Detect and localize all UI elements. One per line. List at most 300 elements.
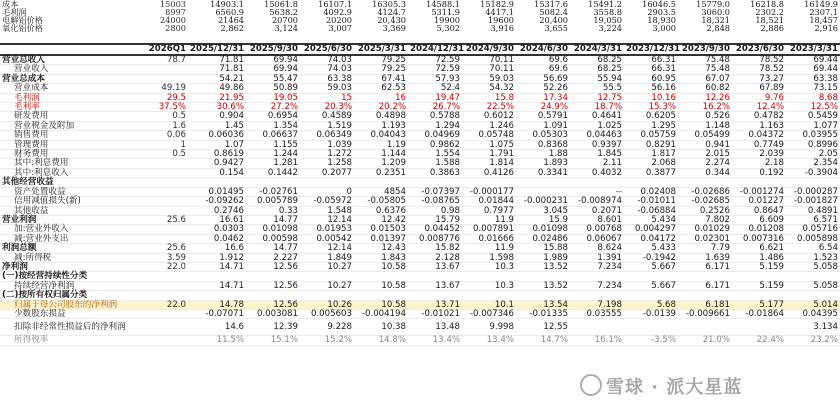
table-cell: 0.04372 <box>732 131 786 140</box>
table-cell <box>786 291 840 300</box>
header-2023-06-30: 2023/6/30 <box>732 44 786 55</box>
table-cell: 1.486 <box>732 253 786 262</box>
table-cell: 0.5791 <box>516 112 570 121</box>
table-cell: -0.007346 <box>462 309 516 318</box>
table-cell: 54.32 <box>462 84 516 93</box>
table-row <box>0 309 840 318</box>
table-cell: 0.005789 <box>246 197 300 206</box>
table-cell: -0.001827 <box>786 197 840 206</box>
table-cell: 0.4782 <box>732 112 786 121</box>
table-cell: 0.004297 <box>624 225 678 234</box>
table-cell: 3,007 <box>328 23 352 34</box>
table-cell <box>624 291 678 300</box>
table-cell: 6.171 <box>678 262 732 271</box>
table-cell: 1.295 <box>624 121 678 130</box>
table-cell: 4092.9 <box>323 7 352 18</box>
table-cell: 14.78 <box>188 300 246 309</box>
table-cell: 54.21 <box>188 74 246 83</box>
header-2023-03-31: 2023/3/31 <box>786 44 840 55</box>
table-cell: 0.1442 <box>246 168 300 177</box>
table-cell: 1.148 <box>678 121 732 130</box>
table-cell <box>300 291 354 300</box>
row-label: 减:营业外支出 <box>0 234 140 243</box>
table-cell: 0.4589 <box>300 112 354 121</box>
table-cell: 52.4 <box>408 84 462 93</box>
table-cell: 14588.1 <box>426 0 460 9</box>
table-cell: -0.02685 <box>678 197 732 206</box>
table-cell: 14.8% <box>354 336 408 345</box>
table-cell <box>570 319 624 336</box>
table-cell <box>140 281 188 290</box>
table-cell: 0.4891 <box>786 206 840 215</box>
table-cell: 0 <box>300 187 354 196</box>
table-cell: 1.554 <box>408 150 462 159</box>
table-cell <box>354 272 408 281</box>
table-cell: 5.159 <box>732 281 786 290</box>
row-label: 所得税率 <box>0 336 140 345</box>
table-cell: 12.56 <box>246 300 300 309</box>
table-cell: 12.75 <box>570 93 624 102</box>
table-cell: 2800 <box>165 23 186 34</box>
table-cell: -0.09262 <box>188 197 246 206</box>
table-cell: 1.391 <box>570 253 624 262</box>
table-cell: 0.9397 <box>570 140 624 149</box>
table-cell: 5.058 <box>786 262 840 271</box>
table-cell: -0.01011 <box>624 197 678 206</box>
table-cell: 10.3 <box>462 281 516 290</box>
table-cell: 1.144 <box>354 150 408 159</box>
table-cell: 15003 <box>159 0 186 9</box>
table-cell: -0.004194 <box>354 309 408 318</box>
table-cell: 5082.4 <box>539 7 568 18</box>
table-cell <box>570 178 624 187</box>
table-cell <box>300 178 354 187</box>
table-cell: 8997 <box>165 7 186 18</box>
table-cell: 1.523 <box>786 253 840 262</box>
table-cell: 0.526 <box>678 112 732 121</box>
table-cell <box>246 272 300 281</box>
table-cell: 13.4% <box>408 336 462 345</box>
table-cell <box>732 272 786 281</box>
row-label: 毛利润 <box>0 93 140 102</box>
table-cell: 72.59 <box>408 65 462 74</box>
row-label: 营业税金及附加 <box>0 121 140 130</box>
table-cell: 55.5 <box>570 84 624 93</box>
table-cell: 0.007891 <box>462 225 516 234</box>
table-cell: 13.71 <box>408 300 462 309</box>
table-cell: 19.47 <box>408 93 462 102</box>
table-cell: -0.0139 <box>624 309 678 318</box>
table-row <box>0 336 840 345</box>
table-cell <box>624 178 678 187</box>
table-cell: 10.26 <box>300 300 354 309</box>
table-cell: 2.11 <box>570 159 624 168</box>
table-cell <box>140 168 188 177</box>
table-cell <box>786 272 840 281</box>
table-cell: 56.16 <box>624 84 678 93</box>
table-cell <box>300 272 354 281</box>
table-row <box>0 291 840 300</box>
table-cell: 0.33 <box>246 206 300 215</box>
table-cell: 71.81 <box>188 65 246 74</box>
table-cell: 3,224 <box>598 23 622 34</box>
table-cell: 18,321 <box>701 15 730 26</box>
table-cell <box>462 291 516 300</box>
table-cell: 6.621 <box>732 244 786 253</box>
table-cell: 3,655 <box>544 23 568 34</box>
table-cell: 22.0 <box>140 300 188 309</box>
row-label: 管理费用 <box>0 140 140 149</box>
table-cell: 13.67 <box>408 262 462 271</box>
table-cell <box>732 291 786 300</box>
table-cell: 10.27 <box>300 262 354 271</box>
table-cell: 2302.2 <box>755 7 784 18</box>
table-cell <box>408 291 462 300</box>
table-cell: -0.000177 <box>462 187 516 196</box>
table-cell: 0.904 <box>188 112 246 121</box>
table-cell: 0.04969 <box>408 131 462 140</box>
table-cell: 27.2% <box>246 103 300 112</box>
table-cell: 60.82 <box>678 84 732 93</box>
table-cell: 0.01953 <box>300 225 354 234</box>
table-cell: 25.6 <box>140 244 188 253</box>
table-cell: 5.159 <box>732 262 786 271</box>
table-cell: 22.4% <box>732 336 786 345</box>
table-cell: 0.05716 <box>786 225 840 234</box>
table-cell: 0.01844 <box>462 197 516 206</box>
row-label: 加:营业外收入 <box>0 225 140 234</box>
table-cell: 1.258 <box>300 159 354 168</box>
table-cell: 0.05303 <box>516 131 570 140</box>
table-cell: 2.354 <box>786 159 840 168</box>
table-cell: 0.05759 <box>624 131 678 140</box>
table-cell <box>140 309 188 318</box>
table-cell: 24.9% <box>516 103 570 112</box>
table-cell: 0.03955 <box>786 131 840 140</box>
table-cell: 0.01208 <box>732 225 786 234</box>
table-cell: 0.01666 <box>462 234 516 243</box>
table-cell: 12.4% <box>732 103 786 112</box>
row-label: 净利润 <box>0 262 140 271</box>
table-cell: 0.00598 <box>246 234 300 243</box>
table-cell: 5.667 <box>624 281 678 290</box>
table-cell: 71.81 <box>188 55 246 65</box>
table-cell: 73.15 <box>786 84 840 93</box>
table-cell: 2,916 <box>814 23 838 34</box>
table-cell: 78.7 <box>140 55 188 65</box>
table-cell: 0.4032 <box>570 168 624 177</box>
table-cell: 0.00768 <box>570 225 624 234</box>
table-cell <box>516 178 570 187</box>
table-cell: 0.8368 <box>516 140 570 149</box>
header-2024-12-31: 2024/12/31 <box>410 44 465 54</box>
table-cell: 10.58 <box>354 262 408 271</box>
table-cell: 0.04043 <box>354 131 408 140</box>
table-cell: 0.0303 <box>188 225 246 234</box>
table-row <box>0 65 840 74</box>
table-cell: 2.18 <box>732 159 786 168</box>
row-label: 营业成本 <box>0 84 140 93</box>
table-cell: 6.54 <box>786 244 840 253</box>
table-cell: -0.07071 <box>188 309 246 318</box>
table-cell <box>678 178 732 187</box>
table-cell: 0.3877 <box>624 168 678 177</box>
header-2023-12-31: 2023/12/31 <box>626 44 681 54</box>
table-cell: 14.6 <box>188 319 246 336</box>
table-cell: 20,400 <box>539 15 568 26</box>
table-cell: 67.41 <box>354 74 408 83</box>
table-cell: 16305.3 <box>372 0 406 9</box>
table-cell: 14.7% <box>516 336 570 345</box>
table-cell: 0.005603 <box>300 309 354 318</box>
table-cell: 11.9 <box>462 244 516 253</box>
table-cell <box>140 319 188 336</box>
table-cell <box>678 291 732 300</box>
table-cell: 60.95 <box>624 74 678 83</box>
table-cell: 0.02486 <box>516 234 570 243</box>
table-cell: 50.89 <box>246 84 300 93</box>
table-cell: 5.667 <box>624 262 678 271</box>
snowball-logo-icon <box>580 374 602 396</box>
table-cell: 1.294 <box>408 121 462 130</box>
table-cell: 14.77 <box>246 215 300 224</box>
table-cell: 10.58 <box>354 300 408 309</box>
row-label: 其他收益 <box>0 206 140 215</box>
table-cell: 13.4% <box>462 336 516 345</box>
table-cell: 16.1% <box>570 336 624 345</box>
table-cell: 0.8996 <box>786 140 840 149</box>
table-row <box>0 281 840 290</box>
row-label: 营业总成本 <box>0 74 140 83</box>
table-cell <box>188 272 246 281</box>
table-cell: 1.077 <box>786 121 840 130</box>
table-cell: 1.791 <box>462 150 516 159</box>
table-cell: 0.01029 <box>678 225 732 234</box>
table-cell: 19900 <box>433 15 460 26</box>
table-cell: 0.7749 <box>732 140 786 149</box>
table-cell: -0.05805 <box>354 197 408 206</box>
table-cell: 0.941 <box>678 140 732 149</box>
table-row <box>0 178 840 187</box>
table-cell: 5638.2 <box>269 7 298 18</box>
table-cell: 13.52 <box>516 281 570 290</box>
table-cell: 78.52 <box>732 55 786 65</box>
table-cell: 6.609 <box>732 215 786 224</box>
table-cell: 1.354 <box>246 121 300 130</box>
table-row <box>0 272 840 281</box>
table-cell: 19600 <box>487 15 514 26</box>
table-cell: 1.6 <box>140 121 188 130</box>
table-cell: 15779.0 <box>696 0 730 9</box>
header-2023-09-30: 2023/9/30 <box>678 44 732 55</box>
table-cell: 79.25 <box>354 55 408 65</box>
table-cell: 21.0% <box>678 336 732 345</box>
table-cell: 0.5788 <box>408 112 462 121</box>
table-cell: 1.639 <box>678 253 732 262</box>
table-cell: 0.00542 <box>300 234 354 243</box>
table-cell: 74.03 <box>300 65 354 74</box>
table-cell: 7.198 <box>570 300 624 309</box>
table-cell <box>408 178 462 187</box>
header-row <box>0 44 840 55</box>
table-cell: -0.009661 <box>678 309 732 318</box>
table-cell: 16046.5 <box>642 0 676 9</box>
table-cell: 2.039 <box>732 150 786 159</box>
table-cell: 15.3% <box>624 103 678 112</box>
table-row <box>0 225 840 234</box>
table-cell <box>678 319 732 336</box>
table-cell: 0.4126 <box>462 168 516 177</box>
table-cell: 67.07 <box>678 74 732 83</box>
table-cell: 0.2746 <box>188 206 246 215</box>
table-cell: 0.04463 <box>570 131 624 140</box>
table-cell: 18,930 <box>647 15 676 26</box>
table-row <box>0 168 840 177</box>
table-cell: 1.244 <box>246 150 300 159</box>
table-cell: 0.9427 <box>188 159 246 168</box>
table-cell: -0.01335 <box>516 309 570 318</box>
table-cell: 7.234 <box>570 262 624 271</box>
table-cell: 69.6 <box>516 65 570 74</box>
table-cell: 0.6205 <box>624 112 678 121</box>
table-cell: 2307.1 <box>809 7 838 18</box>
table-cell: 1.989 <box>516 253 570 262</box>
table-cell: 5.434 <box>624 215 678 224</box>
table-cell: 15.1% <box>246 336 300 345</box>
table-cell: 55.47 <box>246 74 300 83</box>
table-cell: 49.86 <box>188 84 246 93</box>
table-cell: -0.000287 <box>786 187 840 196</box>
table-cell: 63.38 <box>786 74 840 83</box>
table-cell: 1.519 <box>300 121 354 130</box>
table-cell: 5.014 <box>786 300 840 309</box>
table-cell: 1.281 <box>246 159 300 168</box>
table-cell <box>462 178 516 187</box>
table-cell: 1.598 <box>462 253 516 262</box>
row-label: 营业收入 <box>0 65 140 74</box>
table-cell: 0.04395 <box>786 309 840 318</box>
table-cell: 12.14 <box>300 244 354 253</box>
table-cell: 0.03555 <box>570 309 624 318</box>
table-cell: 14903.1 <box>210 0 244 9</box>
table-cell: 9.998 <box>462 319 516 336</box>
table-cell: 2.227 <box>246 253 300 262</box>
table-cell: 3,124 <box>274 23 298 34</box>
table-cell: 2,886 <box>760 23 784 34</box>
table-cell <box>516 291 570 300</box>
table-cell: 20,430 <box>377 15 406 26</box>
table-cell <box>140 336 188 345</box>
header-2025-12-31: 2025/12/31 <box>190 44 245 54</box>
table-cell: 0.6012 <box>462 112 516 121</box>
table-cell: -0.01864 <box>732 309 786 318</box>
table-cell: -0.08765 <box>408 197 462 206</box>
table-cell: 21464 <box>217 15 244 26</box>
table-cell: 14.77 <box>246 244 300 253</box>
table-cell: 1.193 <box>354 121 408 130</box>
header-label <box>0 44 140 55</box>
row-label: 销售费用 <box>0 131 140 140</box>
table-cell: 0.05748 <box>462 131 516 140</box>
table-cell: 29.5 <box>140 93 188 102</box>
table-cell: 20700 <box>271 15 298 26</box>
table-cell: 0.6954 <box>246 112 300 121</box>
table-cell: 56.69 <box>516 74 570 83</box>
table-cell: 6.181 <box>678 300 732 309</box>
table-cell: 0.2071 <box>570 206 624 215</box>
table-cell: 2,848 <box>706 23 730 34</box>
table-cell: 1.814 <box>462 159 516 168</box>
table-row <box>0 159 840 168</box>
table-cell: 72.59 <box>408 55 462 65</box>
table-cell: 11.9 <box>462 215 516 224</box>
table-cell: 3,369 <box>382 23 406 34</box>
table-cell: 13.54 <box>516 300 570 309</box>
table-cell: 17.34 <box>516 93 570 102</box>
row-label: (二)按所有权归属分类 <box>0 291 140 300</box>
table-cell: 0.02301 <box>678 234 732 243</box>
table-cell: 0.01495 <box>188 187 246 196</box>
table-cell: 62.53 <box>354 84 408 93</box>
table-cell: 0.06349 <box>300 131 354 140</box>
table-row <box>0 55 840 65</box>
table-cell: 67.89 <box>732 84 786 93</box>
table-cell: 16149.9 <box>804 0 838 9</box>
table-cell: 0.007316 <box>732 234 786 243</box>
table-cell: 10.3 <box>462 262 516 271</box>
table-cell: 15 <box>300 93 354 102</box>
row-label: 营业总收入 <box>0 55 140 65</box>
table-cell: 1.548 <box>300 206 354 215</box>
table-cell: 18.7% <box>570 103 624 112</box>
table-cell: 73.27 <box>732 74 786 83</box>
table-cell: 16.2% <box>678 103 732 112</box>
table-cell <box>624 319 678 336</box>
table-cell: 69.94 <box>246 55 300 65</box>
table-cell: 1.45 <box>188 121 246 130</box>
table-cell: 0.003081 <box>246 309 300 318</box>
table-cell <box>462 272 516 281</box>
table-cell: 16218.8 <box>750 0 784 9</box>
table-cell: -0.02761 <box>246 187 300 196</box>
table-cell: 2.068 <box>624 159 678 168</box>
table-cell: 2,862 <box>220 23 244 34</box>
table-cell: -0.05972 <box>300 197 354 206</box>
table-cell: 1.588 <box>408 159 462 168</box>
table-cell: 2.015 <box>678 150 732 159</box>
row-label: 资产处置收益 <box>0 187 140 196</box>
table-row <box>0 244 840 253</box>
table-row <box>0 262 840 271</box>
table-cell <box>188 178 246 187</box>
table-cell <box>140 65 188 74</box>
table-cell <box>408 272 462 281</box>
table-cell: -0.01021 <box>408 309 462 318</box>
table-cell: 3.134 <box>786 319 840 336</box>
table-cell: 0.98 <box>408 206 462 215</box>
table-cell: 1.025 <box>570 121 624 130</box>
table-cell: 78.52 <box>732 65 786 74</box>
table-cell: 2903.5 <box>647 7 676 18</box>
table-cell: 0.05499 <box>678 131 732 140</box>
table-cell: 18,457 <box>809 15 838 26</box>
table-cell: 7.802 <box>678 215 732 224</box>
table-cell: 0.01503 <box>354 225 408 234</box>
table-cell: 1.817 <box>624 150 678 159</box>
table-cell: -0.1942 <box>624 253 678 262</box>
table-cell: 1.88 <box>516 150 570 159</box>
table-cell: 1.209 <box>354 159 408 168</box>
